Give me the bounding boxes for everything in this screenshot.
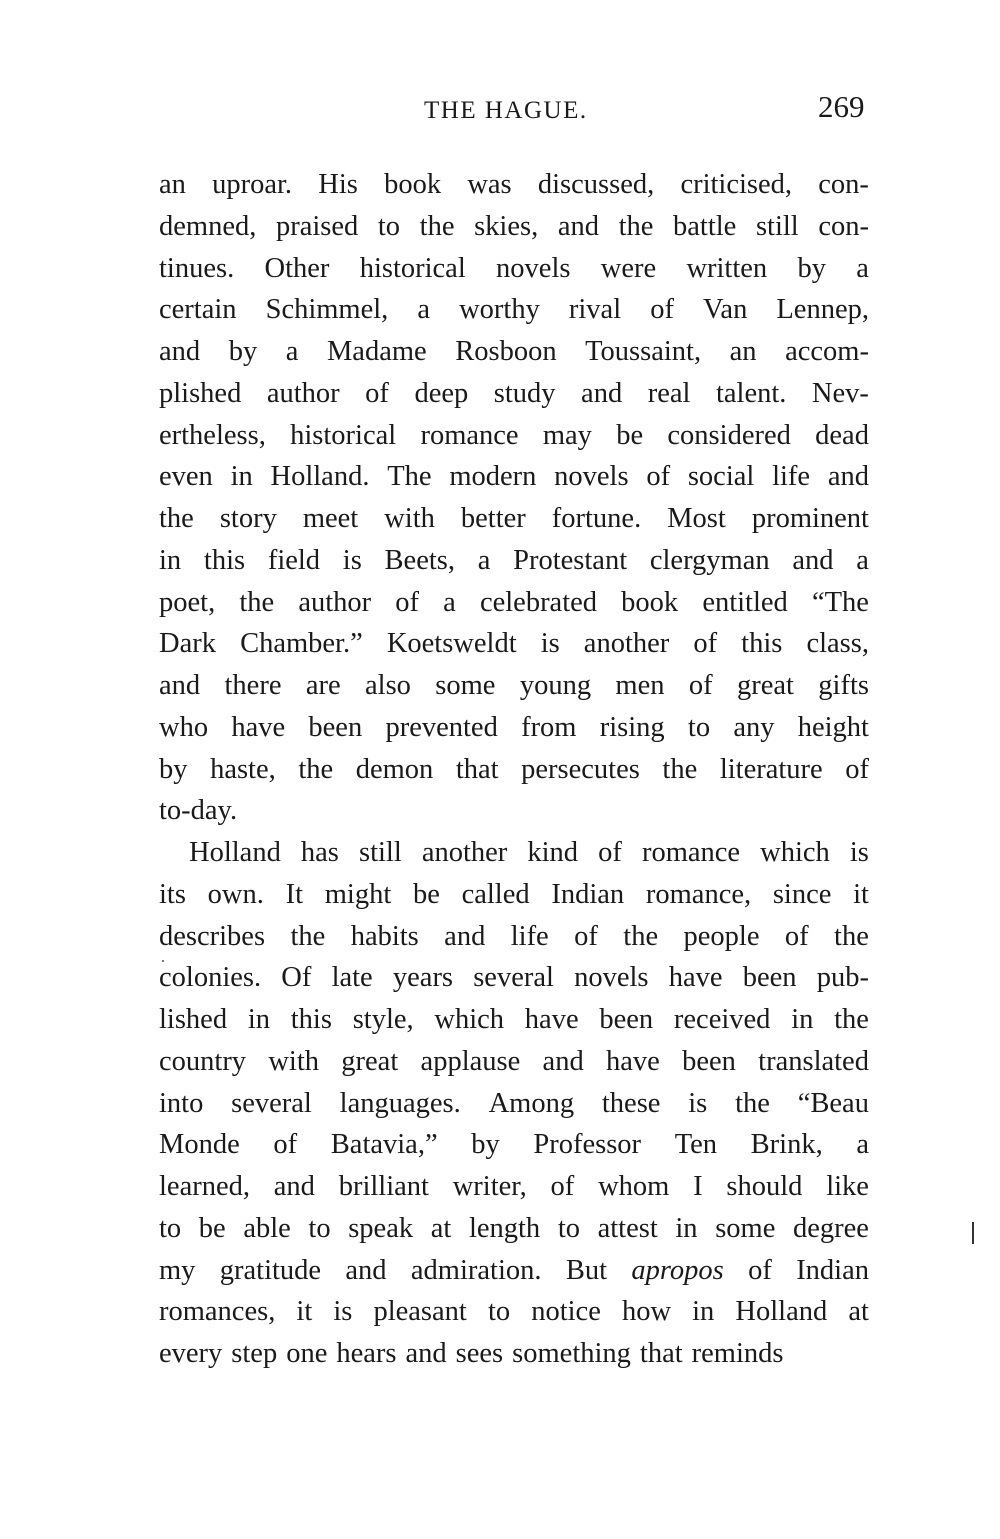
text-line: who have been prevented from rising to any height <box>159 711 869 743</box>
text-line: the story meet with better fortune. Most prominent <box>159 503 869 534</box>
text-line: ertheless, historical romance may be considered dead <box>159 419 869 451</box>
text-line: its own. It might be called Indian romance, since it <box>159 878 869 910</box>
text-line: by haste, the demon that persecutes the literature of <box>159 753 869 785</box>
text-line: certain Schimmel, a worthy rival of Van Lennep, <box>159 294 869 326</box>
text-line: lished in this style, which have been received in the <box>159 1004 869 1035</box>
text-line: learned, and brilliant writer, of whom I should like <box>159 1171 869 1202</box>
text-line: poet, the author of a celebrated book entitled “The <box>159 586 869 618</box>
text-line: an uproar. His book was discussed, criticised, con- <box>159 169 869 200</box>
text-line: Holland has still another kind of romance which is <box>189 837 869 868</box>
text-line: every step one hears and sees something that reminds <box>159 1338 784 1369</box>
text-line: colonies. Of late years several novels have been pub- <box>159 962 869 994</box>
text-line: tinues. Other historical novels were written by a <box>159 252 869 284</box>
text-line: and by a Madame Rosboon Toussaint, an accom- <box>159 336 869 367</box>
paper-speck <box>162 960 164 962</box>
running-title: THE HAGUE. <box>424 97 588 124</box>
text-line: plished author of deep study and real talent. Nev- <box>159 377 869 409</box>
text-line: my gratitude and admiration. But apropos of Indian <box>159 1250 869 1292</box>
text-line: even in Holland. The modern novels of social life and <box>159 461 869 493</box>
text-line: demned, praised to the skies, and the battle still con- <box>159 210 869 242</box>
text-line: romances, it is pleasant to notice how in Holland at <box>159 1296 869 1328</box>
body-text <box>159 164 869 1375</box>
text-line: to-day. <box>159 795 238 827</box>
text-line: country with great applause and have been translated <box>159 1045 869 1077</box>
text-line: and there are also some young men of great gifts <box>159 670 869 701</box>
text-line: Dark Chamber.” Koetsweldt is another of this class, <box>159 628 869 660</box>
page-number: 269 <box>818 89 865 124</box>
text-line: in this field is Beets, a Protestant clergyman and a <box>159 544 869 576</box>
text-line: describes the habits and life of the people of the <box>159 920 869 952</box>
margin-mark <box>972 1222 974 1244</box>
text-line: to be able to speak at length to attest in some degree <box>159 1212 869 1244</box>
italic-phrase: apropos <box>631 1254 724 1286</box>
text-line: into several languages. Among these is the “Beau <box>159 1087 869 1119</box>
text-line: Monde of Batavia,” by Professor Ten Brink, a <box>159 1129 869 1161</box>
